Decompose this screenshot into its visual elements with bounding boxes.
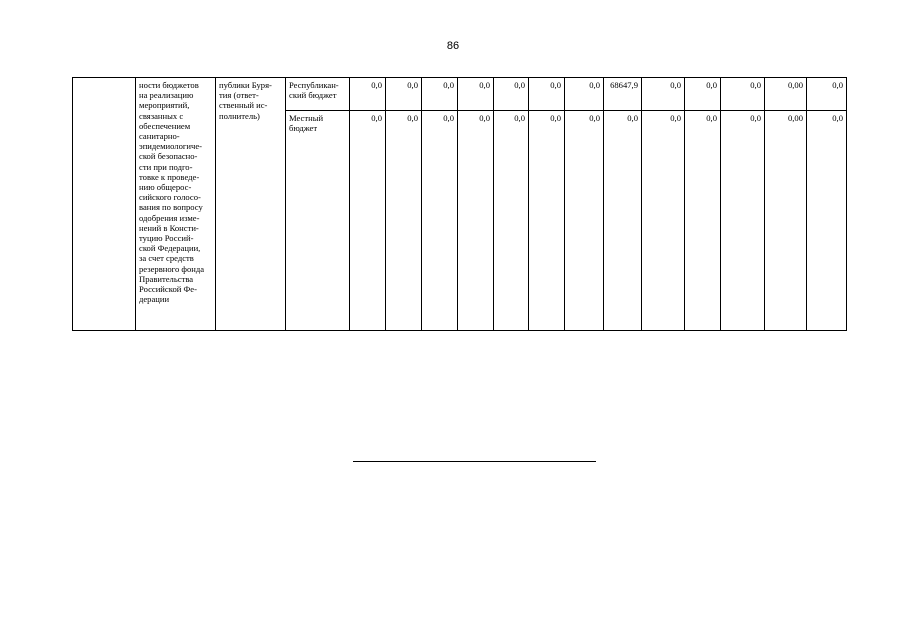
page-number: 86: [446, 40, 460, 52]
table-row: [73, 78, 847, 111]
value-cell: 0,0: [350, 78, 386, 111]
value-cell: 0,0: [494, 78, 529, 111]
value-cell: 0,0: [422, 111, 458, 331]
value-cell: 0,0: [807, 111, 847, 331]
value-cell: 0,0: [529, 111, 565, 331]
value-cell: 0,0: [685, 111, 721, 331]
value-cell: 0,0: [721, 78, 765, 111]
value-cell: 0,0: [565, 78, 604, 111]
value-cell: 0,0: [458, 78, 494, 111]
funding-source-cell: Местный бюджет: [286, 111, 350, 331]
value-cell: 0,0: [642, 78, 685, 111]
value-cell: 0,00: [765, 111, 807, 331]
value-cell: 0,0: [494, 111, 529, 331]
value-cell: 0,0: [721, 111, 765, 331]
value-cell: 0,0: [685, 78, 721, 111]
value-cell: 0,0: [642, 111, 685, 331]
value-cell: 0,00: [765, 78, 807, 111]
value-cell: 0,0: [604, 111, 642, 331]
value-cell: 0,0: [386, 78, 422, 111]
budget-table: [72, 77, 847, 331]
value-cell: 0,0: [529, 78, 565, 111]
executor-cell: публики Буря- тия (ответ- ственный ис- полнитель): [216, 78, 286, 331]
value-cell: 0,0: [807, 78, 847, 111]
value-cell: 0,0: [565, 111, 604, 331]
event-description-cell: ности бюджетов на реализацию мероприятий, связанных с обеспечением санитарно- эпидемиологиче- ской безопасно- сти при подго- товке к проведе- нию общерос- сийского голосо- вания по вопросу одобрения изме- нений в Консти- туцию Россий- ской Федерации, за счет средств резервного фонда Правительства Российской Фе- дерации: [136, 78, 216, 331]
funding-source-cell: Республикан- ский бюджет: [286, 78, 350, 111]
value-cell: 0,0: [386, 111, 422, 331]
value-cell: 68647,9: [604, 78, 642, 111]
footer-divider: [353, 461, 596, 462]
value-cell: 0,0: [422, 78, 458, 111]
value-cell: 0,0: [458, 111, 494, 331]
row-number-cell: [73, 78, 136, 331]
value-cell: 0,0: [350, 111, 386, 331]
